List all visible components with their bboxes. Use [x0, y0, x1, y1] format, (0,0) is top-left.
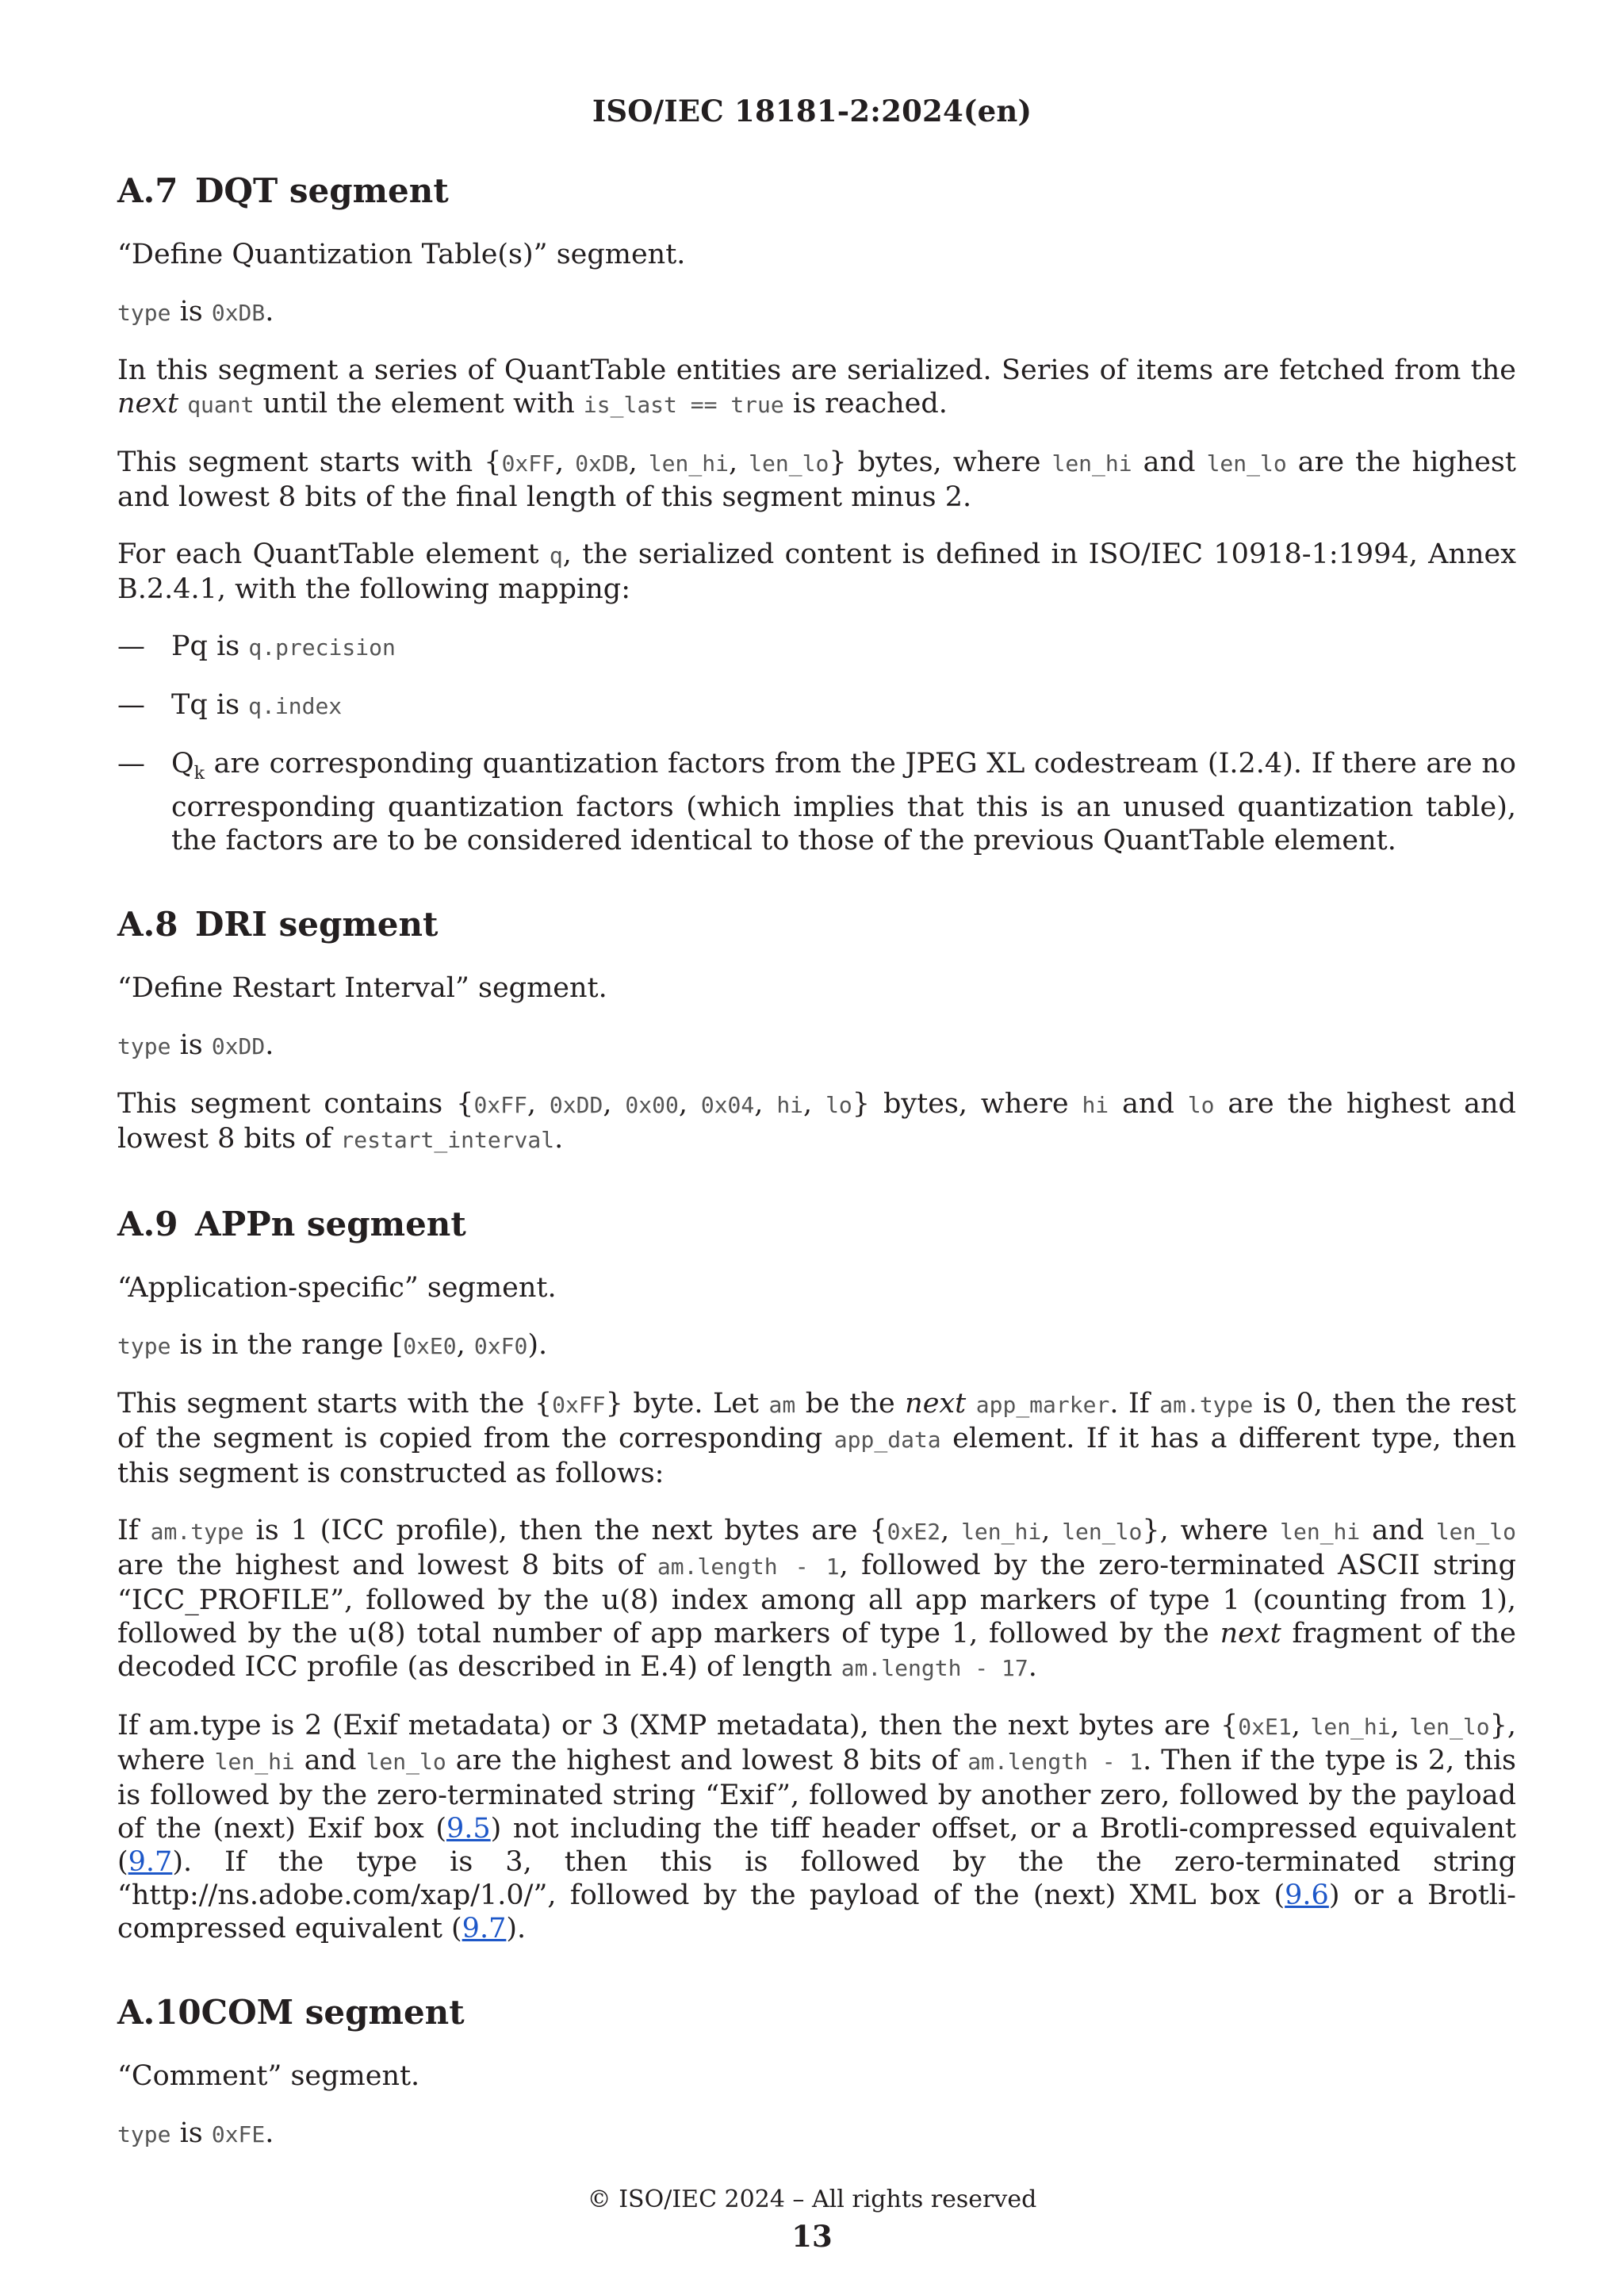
paragraph: This segment starts with the {0xFF} byte. Let am be the next app_marker. If am.type is 0, then the rest of the segment is copied from the corresponding app_data element. If it has a different type, then this segment is constructed as follows: [117, 1388, 1516, 1489]
section-a8 [117, 902, 1516, 1157]
section-number: A.10 [117, 1993, 201, 2032]
page-content [117, 168, 1516, 2175]
cross-reference-link[interactable]: 9.6 [1285, 1879, 1329, 1911]
paragraph: If am.type is 1 (ICC profile), then the next bytes are {0xE2, len_hi, len_lo}, where len_hi and len_lo are the highest and lowest 8 bits of am.length - 1, followed by the zero-terminated ASCII string “ICC_PROFILE”, followed by the u(8) index among all app markers of type 1 (counting from 1), followed by the u(8) total number of app markers of type 1, followed by the next fragment of the decoded ICC profile (as described in E.4) of length am.length - 17. [117, 1515, 1517, 1683]
section-description: “Comment” segment. [117, 2060, 420, 2092]
type-statement: type is 0xFE. [117, 2117, 274, 2149]
section-a7 [117, 168, 1516, 857]
section-a10 [117, 1990, 1516, 2151]
cross-reference-link[interactable]: 9.7 [128, 1846, 173, 1878]
type-statement: type is 0xDB. [117, 296, 274, 328]
copyright-notice: © ISO/IEC 2024 – All rights reserved [587, 2186, 1037, 2213]
section-description: “Application-specific” segment. [117, 1272, 557, 1304]
document-header: ISO/IEC 18181-2:2024(en) [592, 94, 1032, 128]
list-item: — Tq is q.index [117, 689, 343, 721]
section-title: COM segment [201, 1993, 465, 2032]
section-heading [117, 1201, 1516, 1247]
section-number: A.7 [117, 171, 178, 210]
section-description: “Define Quantization Table(s)” segment. [117, 239, 686, 270]
list-item: — Pq is q.precision [117, 630, 396, 662]
paragraph: For each QuantTable element q, the serialized content is defined in ISO/IEC 10918-1:1994, Annex B.2.4.1, with the following mapping: [117, 538, 1516, 605]
section-heading [117, 168, 1516, 214]
paragraph: This segment contains {0xFF, 0xDD, 0x00, 0x04, hi, lo} bytes, where hi and lo are the highest and lowest 8 bits of restart_interval. [117, 1088, 1516, 1155]
cross-reference-link[interactable]: 9.7 [462, 1913, 507, 1944]
page-number: 13 [791, 2219, 833, 2254]
paragraph: If am.type is 2 (Exif metadata) or 3 (XMP metadata), then the next bytes are {0xE1, len_hi, len_lo}, where len_hi and len_lo are the highest and lowest 8 bits of am.length - 1. Then if the type is 2, this is followed by the zero-terminated string “Exif”, followed by another zero, followed by the payload of the (next) Exif box (9.5) not including the tiff header offset, or a Brotli-compressed equivalent (9.7). If the type is 3, then this is followed by the the zero-terminated string “http://ns.adobe.com/xap/1.0/”, followed by the payload of the (next) XML box (9.6) or a Brotli-compressed equivalent (9.7). [117, 1710, 1516, 1944]
section-heading [117, 1990, 1516, 2036]
list-item: — $Q_k$ are corresponding quantization factors from the JPEG XL codestream (I.2.4). If there are no corresponding quantization factors (which implies that this is an unused quantization table), the factors are to be considered identical to those of the previous QuantTable element. [117, 748, 1516, 856]
section-title: DRI segment [195, 905, 439, 944]
section-number: A.9 [117, 1205, 178, 1243]
paragraph: This segment starts with {0xFF, 0xDB, len_hi, len_lo} bytes, where len_hi and len_lo are the highest and lowest 8 bits of the final length of this segment minus 2. [117, 446, 1516, 513]
type-statement: type is 0xDD. [117, 1029, 274, 1061]
section-description: “Define Restart Interval” segment. [117, 972, 607, 1004]
section-heading [117, 902, 1516, 948]
section-title: DQT segment [195, 171, 449, 210]
type-statement: type is in the range [0xE0, 0xF0). [117, 1329, 548, 1361]
section-number: A.8 [117, 905, 178, 944]
mapping-list [117, 630, 1516, 857]
section-a9 [117, 1201, 1516, 1945]
paragraph: In this segment a series of QuantTable entities are serialized. Series of items are fetched from the next quant until the element with is_last == true is reached. [117, 354, 1516, 420]
section-title: APPn segment [195, 1205, 466, 1243]
cross-reference-link[interactable]: 9.5 [446, 1813, 491, 1845]
